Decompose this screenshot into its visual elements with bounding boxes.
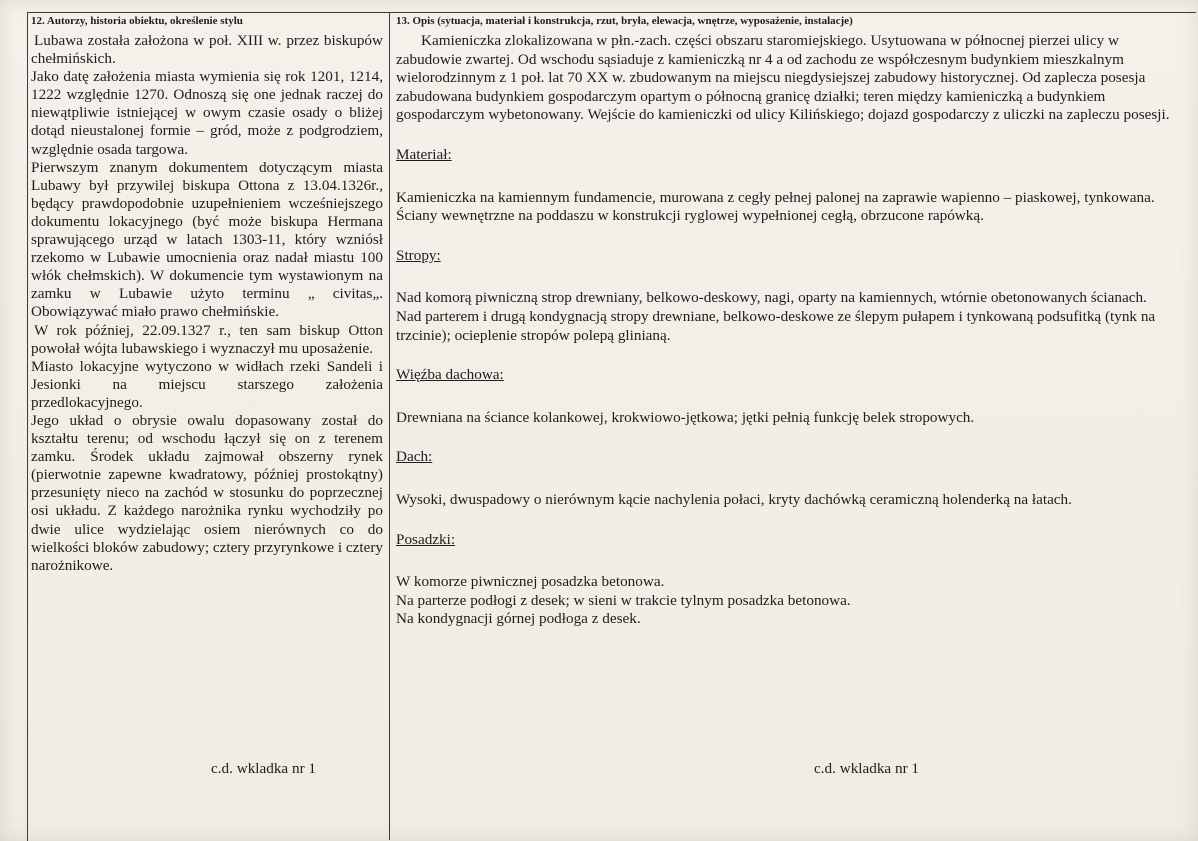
column-divider [389,12,390,840]
section-heading-ceilings: Stropy: [396,246,441,264]
history-paragraph: Jego układ o obrysie owalu dopasowany został do kształtu terenu; od wschodu łączył się on z terenem zamku. Środek układu zajmował obszerny rynek (pierwotnie zapewne kwadratowy, później prostokątny) przesunięty nieco na zachód w stosunku do poprzecznej osi układu. Z każdego narożnika rynku wychodziły po dwie ulice wydzielając osiem nierównych co do wielkości bloków zabudowy; cztery przyrynkowe i cztery narożnikowe. [31,411,383,574]
history-paragraph: Pierwszym znanym dokumentem dotyczącym miasta Lubawy był przywilej biskupa Ottona z 13.04.1326r., będący prawdopodobnie uzupełnieniem wcześniejszego dokumentu lokacyjnego (być może biskupa Hermana sprawującego urząd w latach 1303-11, który wzniósł rzekomo w Lubawie umocnienia oraz nadał miastu 100 włók chełmskich). W dokumencie tym wystawionym na zamku w Lubawie użyto terminu „ civitas„. Obowiązywać miało prawo chełmińskie. [31,158,383,321]
section-heading-material: Materiał: [396,145,452,163]
description-continuation-note: c.d. wkladka nr 1 [814,760,920,777]
section-text-floors: W komorze piwnicznej posadzka betonowa. [396,573,665,591]
section-text-roof-truss: Drewniana na ściance kolankowej, krokwiowo-jętkowa; jętki pełnią funkcję belek stropowych. [396,408,975,426]
history-paragraph: Jako datę założenia miasta wymienia się rok 1201, 1214, 1222 względnie 1270. Odnoszą się one jednak raczej do niewątpliwie istniejącej w owym czasie osady o bliżej dotąd nieustalonej formie – gród, może z podgrodziem, względnie osada targowa. [31,68,383,158]
history-header: 12. Autorzy, historia obiektu, określenie stylu [31,15,243,27]
history-paragraph: W rok później, 22.09.1327 r., ten sam biskup Otton powołał wójta lubawskiego i wyznaczył mu uposażenie. [31,321,383,357]
description-intro: Kamieniczka zlokalizowana w płn.-zach. części obszaru staromiejskiego. Usytuowana w północnej pierzei ulicy w zabudowie zwartej. Od wschodu sąsiaduje z kamieniczką nr 4 a od zachodu ze współczesnym budynkiem mieszkalnym wielorodzinnym z 1 poł. lat 70 XX w. zbudowanym na miejscu niegdysiejszej zabudowy historycznej. Od zaplecza posesja zabudowana budynkiem gospodarczym opartym o północną granicę działki; teren między kamieniczką a budynkiem gospodarczym wybetonowany. Wejście do kamieniczki od ulicy Kilińskiego; dojazd gospodarczy z uliczki na zapleczu posesji. [396,32,1170,124]
description-column [396,14,1176,629]
history-paragraph: Miasto lokacyjne wytyczono w widłach rzeki Sandeli i Jesionki na miejscu starszego założenia przedlokacyjnego. [31,357,383,411]
history-paragraph: Lubawa została założona w poł. XIII w. przez biskupów chełmińskich. [31,32,383,68]
section-heading-roof-truss: Więźba dachowa: [396,366,504,384]
history-continuation-note: c.d. wkladka nr 1 [211,760,317,777]
history-column [31,14,383,575]
section-text-floors: Na kondygnacji górnej podłoga z desek. [396,610,641,628]
section-text-floors: Na parterze podłogi z desek; w sieni w trakcie tylnym posadzka betonowa. [396,591,851,609]
section-text-roof: Wysoki, dwuspadowy o nierównym kącie nachylenia połaci, kryty dachówką ceramiczną holenderką na łatach. [396,490,1072,508]
section-text-ceilings: Nad parterem i drugą kondygnacją stropy drewniane, belkowo-deskowe ze ślepym pułapem i tynkowaną podsufitką (tynk na trzcinie); ocieplenie stropów polepą glinianą. [396,307,1156,344]
description-header: 13. Opis (sytuacja, materiał i konstrukcja, rzut, bryła, elewacja, wnętrze, wyposażenie, instalacje) [396,15,853,27]
section-heading-roof: Dach: [396,448,433,466]
section-text-material: Kamieniczka na kamiennym fundamencie, murowana z cegły pełnej palonej na zaprawie wapienno – piaskowej, tynkowana. Ściany wewnętrzne na poddaszu w konstrukcji ryglowej wypełnionej cegłą, obrzucone rapówką. [396,188,1155,225]
section-heading-floors: Posadzki: [396,530,456,548]
section-text-ceilings: Nad komorą piwniczną strop drewniany, belkowo-deskowy, nagi, oparty na kamiennych, wtórnie obetonowanych ścianach. [396,289,1147,307]
